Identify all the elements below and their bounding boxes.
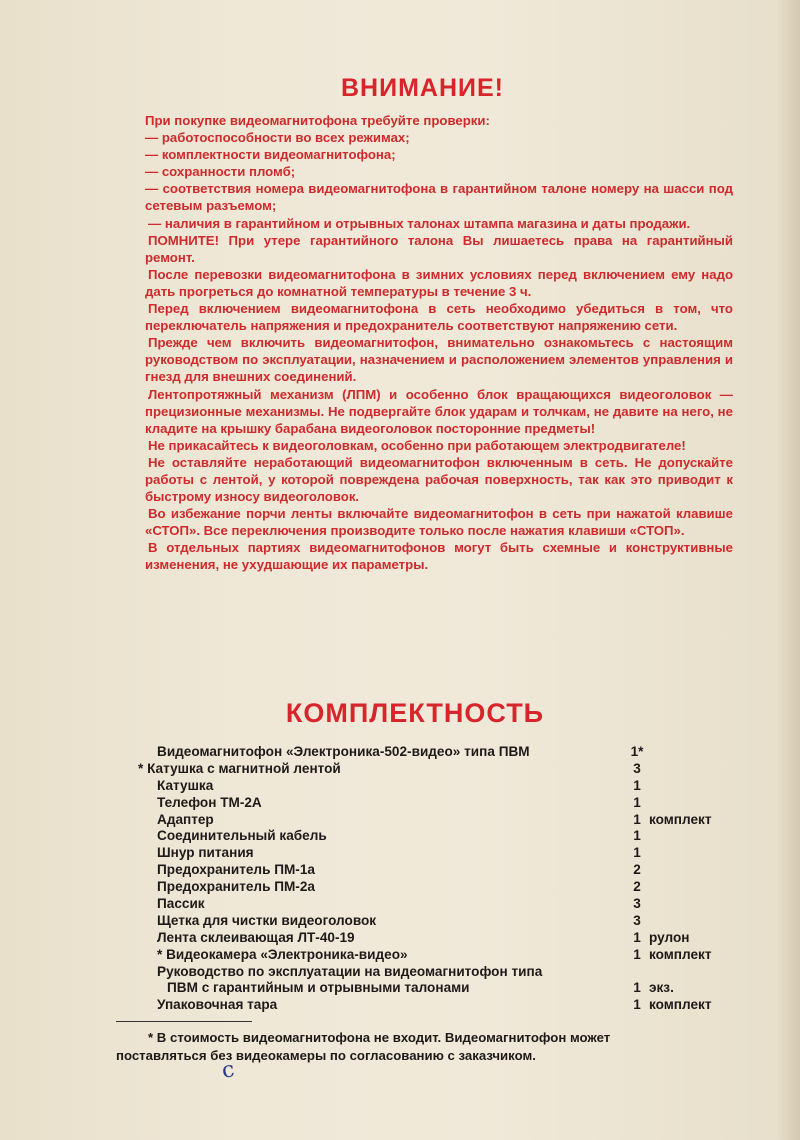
kit-row xyxy=(145,913,735,930)
kit-item-qty: 1 xyxy=(633,811,641,827)
warning-line: — сохранности пломб; xyxy=(145,164,296,180)
kit-list xyxy=(138,744,735,1014)
warning-text xyxy=(145,112,733,574)
kit-item-unit: комплект xyxy=(649,811,712,827)
kit-row xyxy=(145,795,735,812)
kit-item-name: Предохранитель ПМ-2а xyxy=(157,879,315,895)
kit-item-name: * Видеокамера «Электроника-видео» xyxy=(157,946,408,962)
kit-title: КОМПЛЕКТНОСТЬ xyxy=(285,698,545,728)
kit-item-name: Пассик xyxy=(157,896,205,912)
kit-row xyxy=(138,760,735,778)
warning-line: ПОМНИТЕ! При утере гарантийного талона Вы лишаетесь права на гарантийный ремонт. xyxy=(145,232,733,265)
kit-item-name: Предохранитель ПМ-1а xyxy=(157,862,315,878)
kit-item-qty: 3 xyxy=(633,760,641,776)
warning-line: Прежде чем включить видеомагнитофон, внимательно ознакомьтесь с настоящим руководством по эксплуатации, назначением и расположением элементов управления и гнезд для внешних соединений. xyxy=(145,335,733,385)
kit-row xyxy=(145,896,735,913)
footnote-line: поставляться без видеокамеры по согласованию с заказчиком. xyxy=(116,1048,536,1063)
kit-row xyxy=(145,879,735,896)
kit-item-qty: 1 xyxy=(633,794,641,810)
kit-item-qty: 1 xyxy=(633,980,641,996)
kit-item-name: Катушка xyxy=(157,777,214,793)
kit-item-unit: экз. xyxy=(649,980,674,996)
kit-row xyxy=(145,964,735,981)
kit-row xyxy=(145,812,735,829)
kit-item-unit: комплект xyxy=(649,997,712,1013)
kit-item-name: Руководство по эксплуатации на видеомагнитофон типа xyxy=(157,963,543,979)
kit-item-unit: рулон xyxy=(649,929,690,945)
kit-item-unit: комплект xyxy=(649,946,712,962)
kit-item-qty: 1 xyxy=(633,929,641,945)
kit-row xyxy=(145,828,735,845)
warning-line: — работоспособности во всех режимах; xyxy=(145,130,410,146)
kit-item-qty: 1* xyxy=(630,744,644,759)
kit-row xyxy=(145,997,735,1014)
kit-item-qty: 2 xyxy=(633,862,641,878)
warning-line: — соответствия номера видеомагнитофона в гарантийном талоне номеру на шасси под сетевым разъемом; xyxy=(145,181,733,214)
kit-row xyxy=(145,980,735,997)
kit-item-qty: 1 xyxy=(633,777,641,793)
kit-row xyxy=(145,845,735,862)
kit-item-qty: 1 xyxy=(633,845,641,861)
kit-item-name: Шнур питания xyxy=(157,845,254,861)
warning-line: — наличия в гарантийном и отрывных талонах штампа магазина и даты продажи. xyxy=(148,215,691,231)
footnote xyxy=(116,1029,736,1065)
kit-row xyxy=(145,862,735,879)
warning-title: ВНИМАНИЕ! xyxy=(341,74,504,102)
kit-row xyxy=(145,744,735,761)
kit-item-qty: 1 xyxy=(633,946,641,962)
warning-line: Не прикасайтесь к видеоголовкам, особенно при работающем электродвигателе! xyxy=(148,437,686,453)
warning-line: После перевозки видеомагнитофона в зимних условиях перед включением ему надо дать прогреться до комнатной температуры в течение 3 ч. xyxy=(145,266,733,299)
kit-item-name: * Катушка с магнитной лентой xyxy=(138,760,341,776)
kit-item-name: ПВМ с гарантийным и отрывными талонами xyxy=(167,980,470,996)
kit-row xyxy=(145,778,735,795)
warning-line: Лентопротяжный механизм (ЛПМ) и особенно блок вращающихся видеоголовок — прецизионные механизмы. Не подвергайте блок ударам и толчкам, не давите на него, не кладите на крышку барабана видеоголовок посторонние предметы! xyxy=(145,386,733,436)
page-edge-shadow xyxy=(776,0,800,1140)
footnote-rule xyxy=(116,1021,252,1022)
warning-line: Во избежание порчи ленты включайте видеомагнитофон в сеть при нажатой клавише «СТОП». Все переключения производите только после нажатия клавиши «СТОП». xyxy=(145,506,733,539)
kit-row xyxy=(145,947,735,964)
kit-item-name: Соединительный кабель xyxy=(157,828,327,844)
warning-line: Перед включением видеомагнитофона в сеть необходимо убедиться в том, что переключатель напряжения и предохранитель соответствуют напряжению сети. xyxy=(145,301,733,334)
kit-item-qty: 3 xyxy=(633,912,641,928)
kit-item-qty: 1 xyxy=(633,828,641,844)
kit-row xyxy=(145,930,735,947)
kit-item-name: Видеомагнитофон «Электроника-502-видео» типа ПВМ xyxy=(157,744,530,759)
kit-item-name: Упаковочная тара xyxy=(157,997,278,1013)
warning-line: — комплектности видеомагнитофона; xyxy=(145,147,396,163)
warning-line: Не оставляйте неработающий видеомагнитофон включенным в сеть. Не допускайте работы с лентой, у которой повреждена рабочая поверхность, так как это приводит к быстрому износу видеоголовок. xyxy=(145,454,733,505)
footnote-line: * В стоимость видеомагнитофона не входит. Видеомагнитофон может xyxy=(148,1030,611,1045)
kit-item-name: Щетка для чистки видеоголовок xyxy=(157,912,377,928)
warning-line: При покупке видеомагнитофона требуйте проверки: xyxy=(145,113,490,128)
kit-item-qty: 3 xyxy=(633,896,641,912)
kit-item-name: Телефон ТМ-2А xyxy=(157,794,262,810)
kit-item-name: Адаптер xyxy=(157,811,214,827)
handwritten-mark: с xyxy=(220,1057,237,1084)
kit-item-qty: 1 xyxy=(633,997,641,1013)
warning-line: В отдельных партиях видеомагнитофонов могут быть схемные и конструктивные изменения, не ухудшающие их параметры. xyxy=(145,540,733,573)
kit-item-qty: 2 xyxy=(633,879,641,895)
kit-item-name: Лента склеивающая ЛТ-40-19 xyxy=(157,929,355,945)
